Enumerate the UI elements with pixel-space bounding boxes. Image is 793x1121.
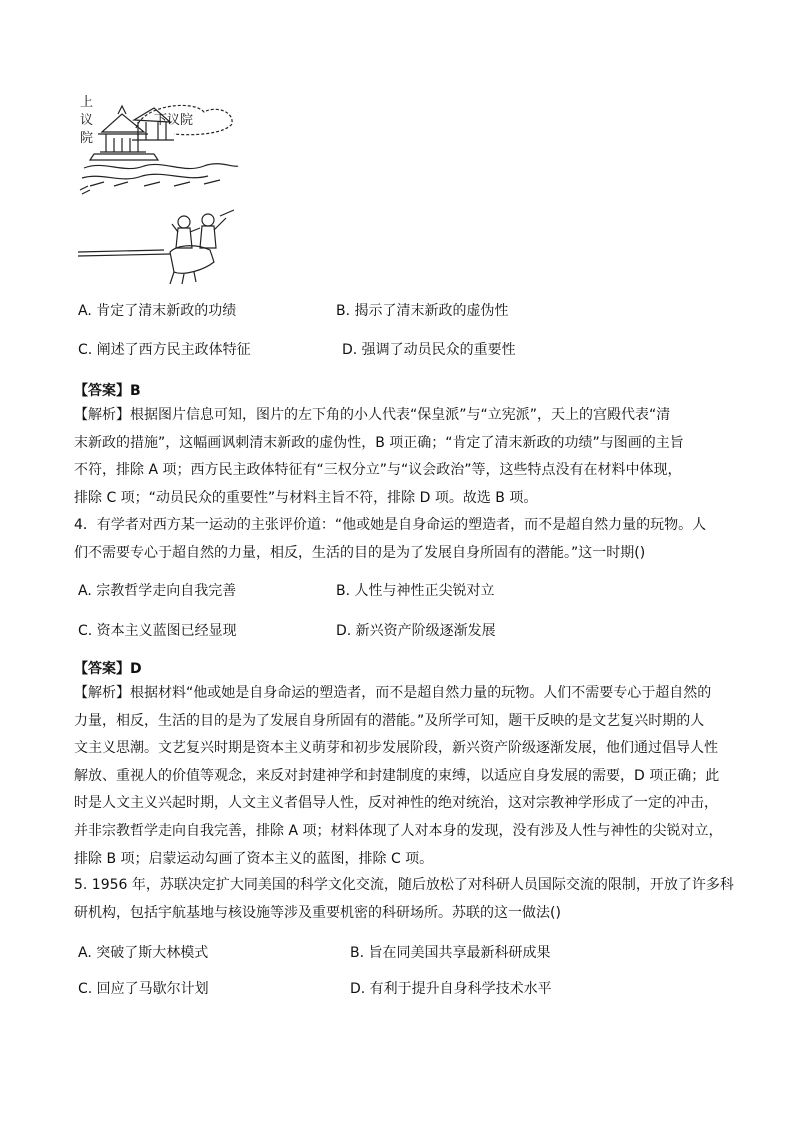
q4-option-a: A. 宗教哲学走向自我完善: [78, 583, 237, 599]
stem-line: 4．有学者对西方某一运动的主张评价道：“他或她是自身命运的塑造者，而不是超自然力量的玩物。人: [74, 517, 707, 533]
q3-option-b: B. 揭示了清末新政的虚伪性: [336, 303, 509, 319]
label-upper-char-2: 议: [80, 113, 94, 128]
analysis-line: 【解析】根据材料“他或她是自身命运的塑造者，而不是超自然力量的玩物。人们不需要专心于超自然的: [74, 685, 712, 701]
cartoon-illustration: [74, 94, 274, 286]
label-lower-house: 下议院: [154, 113, 194, 128]
answer-tag: 【答案】: [74, 383, 130, 399]
q5-option-a: A. 突破了斯大林模式: [78, 945, 209, 961]
analysis-line: 时是人文主义兴起时期，人文主义者倡导人性，反对神性的绝对统治，这对宗教神学形成了一定的冲击，: [74, 795, 718, 812]
q5-stem: [74, 872, 734, 927]
analysis-line: 【解析】根据图片信息可知，图片的左下角的小人代表“保皇派”与“立宪派”，天上的宫殿代表“清: [74, 407, 671, 423]
stem-line: 5. 1956 年，苏联决定扩大同美国的科学文化交流，随后放松了对科研人员国际交流的限制，开放了许多科: [74, 877, 734, 893]
analysis-line: 解放、重视人的价值等观念，来反对封建神学和封建制度的束缚，以适应自身发展的需要，D 项正确；此: [74, 767, 720, 784]
q4-option-d: D. 新兴资产阶级逐渐发展: [336, 623, 496, 639]
answer-letter: D: [130, 661, 142, 677]
q4-analysis: [74, 680, 722, 873]
q4-answer: [74, 658, 142, 678]
stem-line: 研机构，包括宇航基地与核设施等涉及重要机密的科研场所。苏联的这一做法(): [74, 904, 561, 921]
q3-analysis: [74, 402, 722, 512]
q3-option-d: D. 强调了动员民众的重要性: [342, 342, 516, 358]
q5-option-b: B. 旨在同美国共享最新科研成果: [350, 945, 551, 961]
q4-option-c: C. 资本主义蓝图已经显现: [78, 623, 237, 639]
analysis-line: 不符，排除 A 项；西方民主政体特征有“三权分立”与“议会政治”等，这些特点没有在材料中体现，: [74, 462, 682, 479]
q5-option-c: C. 回应了马歇尔计划: [78, 981, 209, 997]
q3-option-c: C. 阐述了西方民主政体特征: [78, 342, 251, 358]
analysis-line: 并非宗教哲学走向自我完善，排除 A 项；材料体现了人对本身的发现，没有涉及人性与神性的尖锐对立，: [74, 822, 723, 839]
answer-letter: B: [130, 383, 141, 399]
analysis-line: 末新政的措施”，这幅画讽刺清末新政的虚伪性，B 项正确；“肯定了清末新政的功绩”与图画的主旨: [74, 434, 684, 451]
stem-line: 们不需要专心于超自然的力量，相反，生活的目的是为了发展自身所固有的潜能。”这一时期(): [74, 544, 646, 561]
analysis-line: 排除 C 项；“动员民众的重要性”与材料主旨不符，排除 D 项。故选 B 项。: [74, 489, 538, 506]
analysis-line: 力量，相反，生活的目的是为了发展自身所固有的潜能。”及所学可知，题干反映的是文艺复兴时期的人: [74, 712, 705, 729]
analysis-line: 文主义思潮。文艺复兴时期是资本主义萌芽和初步发展阶段，新兴资产阶级逐渐发展，他们通过倡导人性: [74, 740, 718, 757]
answer-tag: 【答案】: [74, 661, 130, 677]
cartoon-drawing: [74, 94, 274, 286]
q3-option-a: A. 肯定了清末新政的功绩: [78, 303, 237, 319]
label-upper-char-1: 上: [80, 95, 94, 110]
q3-answer: [74, 380, 141, 400]
label-upper-char-3: 院: [80, 131, 94, 146]
q5-option-d: D. 有利于提升自身科学技术水平: [350, 981, 552, 997]
q4-stem: [74, 512, 722, 567]
q4-option-b: B. 人性与神性正尖锐对立: [336, 583, 495, 599]
analysis-line: 排除 B 项；启蒙运动勾画了资本主义的蓝图，排除 C 项。: [74, 850, 434, 867]
